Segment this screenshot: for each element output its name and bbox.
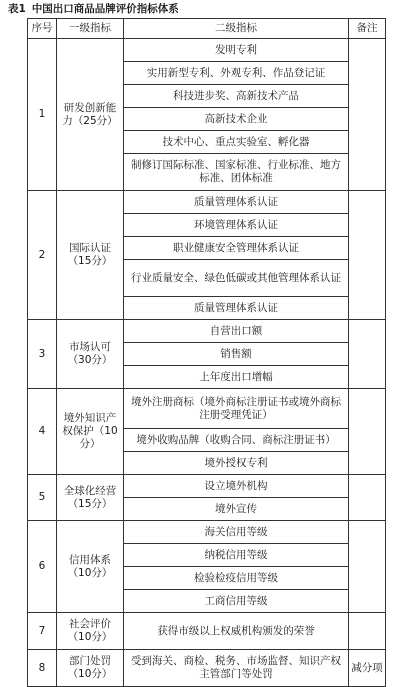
table-row bbox=[28, 191, 386, 214]
level2-indicator: 自营出口额 bbox=[124, 320, 349, 343]
row-number: 3 bbox=[28, 320, 57, 389]
level2-indicator: 境外注册商标（境外商标注册证书或境外商标注册受理凭证） bbox=[124, 389, 349, 429]
level1-indicator: 社会评价（10分） bbox=[57, 613, 124, 650]
table-header-row bbox=[28, 19, 386, 39]
row-number: 8 bbox=[28, 650, 57, 687]
table-row bbox=[28, 650, 386, 687]
level2-indicator: 获得市级以上权威机构颁发的荣誉 bbox=[124, 613, 349, 650]
level2-indicator: 高新技术企业 bbox=[124, 108, 349, 131]
row-number: 6 bbox=[28, 521, 57, 613]
level2-indicator: 检验检疫信用等级 bbox=[124, 567, 349, 590]
level1-indicator: 部门处罚（10分） bbox=[57, 650, 124, 687]
level2-indicator: 销售额 bbox=[124, 343, 349, 366]
level1-indicator: 研发创新能力（25分） bbox=[57, 39, 124, 191]
level2-indicator: 境外宣传 bbox=[124, 498, 349, 521]
table-row bbox=[28, 389, 386, 429]
level2-indicator: 质量管理体系认证 bbox=[124, 191, 349, 214]
remark-cell bbox=[349, 39, 386, 191]
remark-cell bbox=[349, 191, 386, 320]
level2-indicator: 实用新型专利、外观专利、作品登记证 bbox=[124, 62, 349, 85]
table-row bbox=[28, 521, 386, 544]
level1-indicator: 国际认证（15分） bbox=[57, 191, 124, 320]
header-level2: 二级指标 bbox=[124, 19, 349, 39]
level1-indicator: 境外知识产权保护（10分） bbox=[57, 389, 124, 475]
remark-cell bbox=[349, 475, 386, 521]
level2-indicator: 工商信用等级 bbox=[124, 590, 349, 613]
level2-indicator: 质量管理体系认证 bbox=[124, 297, 349, 320]
table-row bbox=[28, 39, 386, 62]
indicator-table bbox=[27, 18, 386, 687]
remark-cell: 减分项 bbox=[349, 650, 386, 687]
table-body bbox=[28, 39, 386, 687]
level2-indicator: 境外授权专利 bbox=[124, 452, 349, 475]
level1-indicator: 信用体系（10分） bbox=[57, 521, 124, 613]
row-number: 1 bbox=[28, 39, 57, 191]
header-level1: 一级指标 bbox=[57, 19, 124, 39]
level2-indicator: 职业健康安全管理体系认证 bbox=[124, 237, 349, 260]
header-remark: 备注 bbox=[349, 19, 386, 39]
level1-indicator: 全球化经营（15分） bbox=[57, 475, 124, 521]
table-row bbox=[28, 613, 386, 650]
caption-title: 中国出口商品品牌评价指标体系 bbox=[31, 3, 179, 15]
level2-indicator: 发明专利 bbox=[124, 39, 349, 62]
remark-cell bbox=[349, 389, 386, 475]
level2-indicator: 受到海关、商检、税务、市场监督、知识产权主管部门等处罚 bbox=[124, 650, 349, 687]
level2-indicator: 设立境外机构 bbox=[124, 475, 349, 498]
level2-indicator: 纳税信用等级 bbox=[124, 544, 349, 567]
row-number: 4 bbox=[28, 389, 57, 475]
level2-indicator: 上年度出口增幅 bbox=[124, 366, 349, 389]
level2-indicator: 海关信用等级 bbox=[124, 521, 349, 544]
row-number: 2 bbox=[28, 191, 57, 320]
caption-label: 表1 bbox=[8, 3, 26, 15]
header-no: 序号 bbox=[28, 19, 57, 39]
remark-cell bbox=[349, 521, 386, 613]
table-row bbox=[28, 475, 386, 498]
table-row bbox=[28, 320, 386, 343]
level2-indicator: 行业质量安全、绿色低碳或其他管理体系认证 bbox=[124, 260, 349, 297]
remark-cell bbox=[349, 320, 386, 389]
row-number: 5 bbox=[28, 475, 57, 521]
level2-indicator: 环境管理体系认证 bbox=[124, 214, 349, 237]
level1-indicator: 市场认可（30分） bbox=[57, 320, 124, 389]
table-caption bbox=[8, 2, 179, 16]
level2-indicator: 科技进步奖、高新技术产品 bbox=[124, 85, 349, 108]
row-number: 7 bbox=[28, 613, 57, 650]
level2-indicator: 制修订国际标准、国家标准、行业标准、地方标准、团体标准 bbox=[124, 154, 349, 191]
remark-cell bbox=[349, 613, 386, 650]
level2-indicator: 境外收购品牌（收购合同、商标注册证书） bbox=[124, 429, 349, 452]
level2-indicator: 技术中心、重点实验室、孵化器 bbox=[124, 131, 349, 154]
